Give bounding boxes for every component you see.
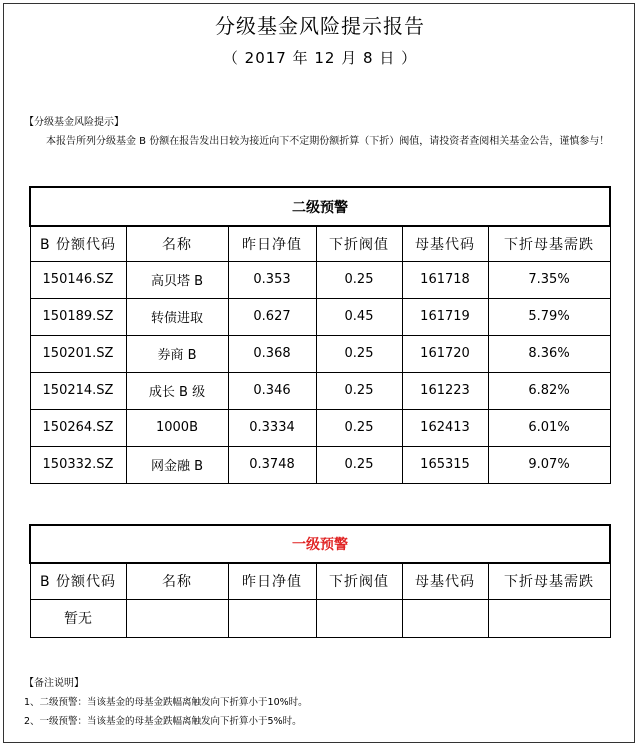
- table-row: [30, 298, 610, 335]
- table-cell: [316, 599, 402, 637]
- column-header: 名称: [126, 563, 228, 599]
- column-header: B 份额代码: [30, 563, 126, 599]
- table-cell: 161719: [402, 298, 488, 335]
- table-cell: 150332.SZ: [30, 446, 126, 483]
- report-title: 分级基金风险提示报告: [215, 14, 425, 38]
- table-cell: 0.627: [228, 298, 316, 335]
- table-cell: 0.368: [228, 335, 316, 372]
- table-cell: 150201.SZ: [30, 335, 126, 372]
- table-cell: 1000B: [126, 409, 228, 446]
- table-cell: 150189.SZ: [30, 298, 126, 335]
- notice-body: 本报告所列分级基金 B 份额在报告发出日较为接近向下不定期份额折算（下折）阀值，请投资者查阅相关基金公告，谨慎参与！: [46, 136, 610, 147]
- level2-header-row: [30, 226, 610, 261]
- table-cell: 0.25: [316, 335, 402, 372]
- table-cell: 成长 B 级: [126, 372, 228, 409]
- table-cell: 8.36%: [488, 335, 610, 372]
- column-header: 昨日净值: [228, 226, 316, 261]
- column-header: 名称: [126, 226, 228, 261]
- table-cell: 0.3334: [228, 409, 316, 446]
- remarks-heading: 【备注说明】: [24, 678, 84, 689]
- table-row: [30, 599, 610, 637]
- table-row: [30, 372, 610, 409]
- level2-title: 二级预警: [30, 187, 610, 226]
- table-cell: 0.25: [316, 261, 402, 298]
- table-cell: 161720: [402, 335, 488, 372]
- table-cell: 6.82%: [488, 372, 610, 409]
- table-row: [30, 446, 610, 483]
- table-cell: 6.01%: [488, 409, 610, 446]
- level1-header-row: [30, 563, 610, 599]
- remark-item: 1、二级预警：当该基金的母基金跌幅离触发向下折算小于10%时。: [24, 697, 308, 708]
- table-row: [30, 261, 610, 298]
- table-cell: 150264.SZ: [30, 409, 126, 446]
- column-header: 昨日净值: [228, 563, 316, 599]
- column-header: 母基代码: [402, 563, 488, 599]
- remark-item: 2、一级预警：当该基金的母基金跌幅离触发向下折算小于5%时。: [24, 716, 302, 727]
- report-date: （ 2017 年 12 月 8 日 ）: [222, 49, 418, 67]
- table-cell: 5.79%: [488, 298, 610, 335]
- notice-heading: 【分级基金风险提示】: [24, 117, 124, 128]
- table-cell: 0.25: [316, 409, 402, 446]
- column-header: 母基代码: [402, 226, 488, 261]
- column-header: 下折母基需跌: [488, 563, 610, 599]
- table-cell: 券商 B: [126, 335, 228, 372]
- table-cell: [402, 599, 488, 637]
- table-cell: 7.35%: [488, 261, 610, 298]
- table-cell: 165315: [402, 446, 488, 483]
- table-cell: 0.346: [228, 372, 316, 409]
- table-cell: 高贝塔 B: [126, 261, 228, 298]
- table-cell: 150214.SZ: [30, 372, 126, 409]
- table-cell: 9.07%: [488, 446, 610, 483]
- table-cell: 0.3748: [228, 446, 316, 483]
- table-row: [30, 409, 610, 446]
- level2-warning-table: [29, 186, 611, 484]
- table-cell: 161223: [402, 372, 488, 409]
- column-header: 下折阀值: [316, 226, 402, 261]
- table-cell: 162413: [402, 409, 488, 446]
- table-cell: 161718: [402, 261, 488, 298]
- table-cell: [126, 599, 228, 637]
- table-cell: [228, 599, 316, 637]
- table-row: [30, 335, 610, 372]
- column-header: B 份额代码: [30, 226, 126, 261]
- table-cell: 0.25: [316, 446, 402, 483]
- table-cell: 0.25: [316, 372, 402, 409]
- table-cell: 网金融 B: [126, 446, 228, 483]
- column-header: 下折阀值: [316, 563, 402, 599]
- table-cell: 0.353: [228, 261, 316, 298]
- level1-warning-table: [29, 524, 611, 638]
- table-cell: 转债进取: [126, 298, 228, 335]
- level1-title: 一级预警: [30, 525, 610, 563]
- column-header: 下折母基需跌: [488, 226, 610, 261]
- table-cell: 0.45: [316, 298, 402, 335]
- table-cell: 暂无: [30, 599, 126, 637]
- table-cell: 150146.SZ: [30, 261, 126, 298]
- table-cell: [488, 599, 610, 637]
